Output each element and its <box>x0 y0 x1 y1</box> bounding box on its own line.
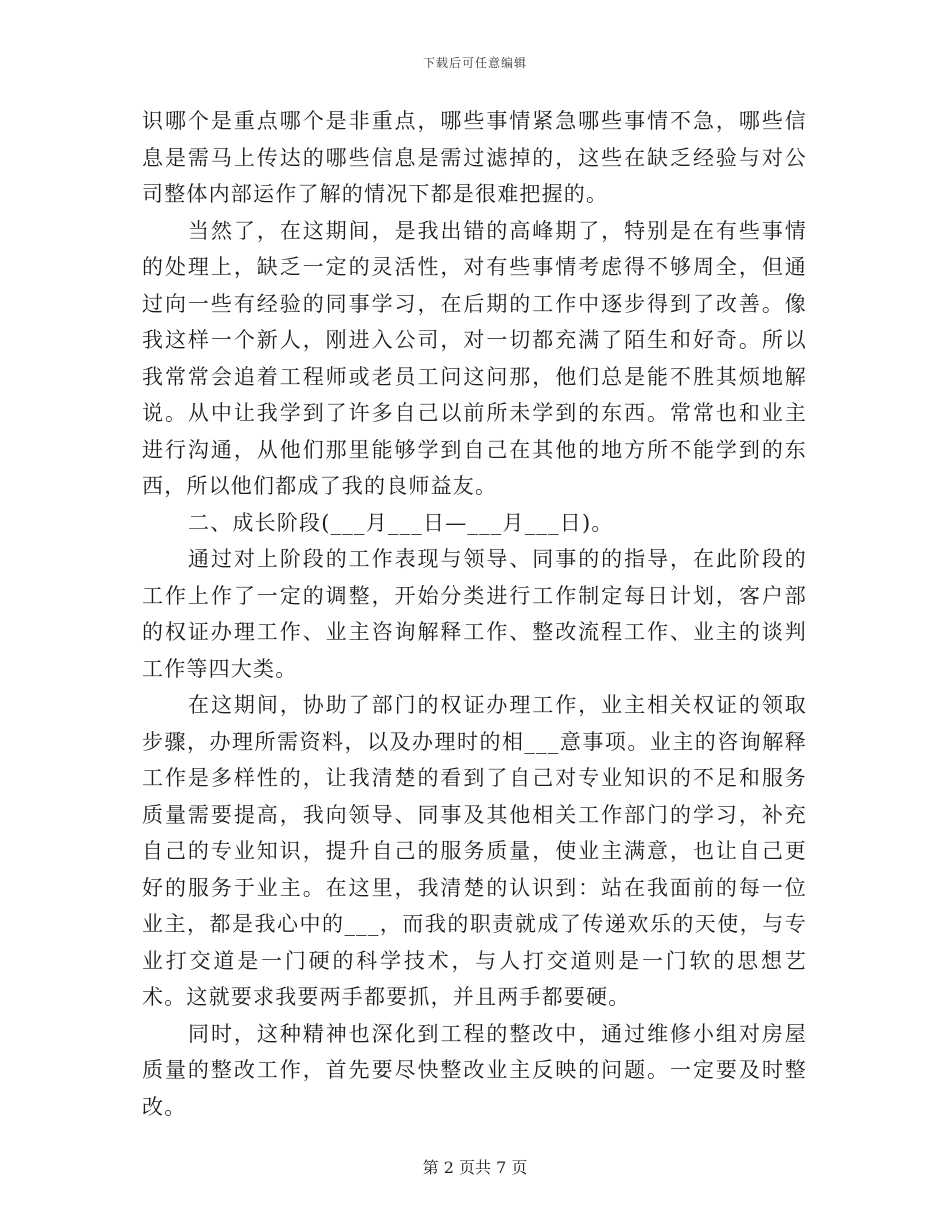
paragraph-1: 识哪个是重点哪个是非重点，哪些事情紧急哪些事情不急，哪些信息是需马上传达的哪些信息是需过滤掉的，这些在缺乏经验与对公司整体内部运作了解的情况下都是很难把握的。 <box>142 109 807 206</box>
paragraph-2: 当然了，在这期间，是我出错的高峰期了，特别是在有些事情的处理上，缺乏一定的灵活性，对有些事情考虑得不够周全，但通过向一些有经验的同事学习，在后期的工作中逐步得到了改善。像我这样一个新人，刚进入公司，对一切都充满了陌生和好奇。所以我常常会追着工程师或老员工问这问那，他们总是能不胜其烦地解说。从中让我学到了许多自己以前所未学到的东西。常常也和业主进行沟通，从他们那里能够学到自己在其他的地方所不能学到的东西，所以他们都成了我的良师益友。 <box>142 218 807 498</box>
page-header: 下载后可任意编辑 <box>422 56 527 70</box>
paragraph-4: 在这期间，协助了部门的权证办理工作，业主相关权证的领取步骤，办理所需资料，以及办理时的相___意事项。业主的咨询解释工作是多样性的，让我清楚的看到了自己对专业知识的不足和服务质量需要提高，我向领导、同事及其他相关工作部门的学习，补充自己的专业知识，提升自己的服务质量，使业主满意，也让自己更好的服务于业主。在这里，我清楚的认识到：站在我面前的每一位业主，都是我心中的___，而我的职责就成了传递欢乐的天使，与专业打交道是一门硬的科学技术，与人打交道则是一门软的思想艺术。这就要求我要两手都要抓，并且两手都要硬。 <box>142 693 807 1009</box>
paragraph-5: 同时，这种精神也深化到工程的整改中，通过维修小组对房屋质量的整改工作，首先要尽快整改业主反映的问题。一定要及时整改。 <box>142 1021 807 1119</box>
document-body <box>142 103 807 1125</box>
section-heading-growth-stage: 二、成长阶段(___月___日—___月___日)。 <box>188 510 614 535</box>
page-footer: 第 2 页共 7 页 <box>422 1158 528 1177</box>
paragraph-3: 通过对上阶段的工作表现与领导、同事的的指导，在此阶段的工作上作了一定的调整，开始分类进行工作制定每日计划，客户部的权证办理工作、业主咨询解释工作、整改流程工作、业主的谈判工作等四大类。 <box>142 547 807 681</box>
